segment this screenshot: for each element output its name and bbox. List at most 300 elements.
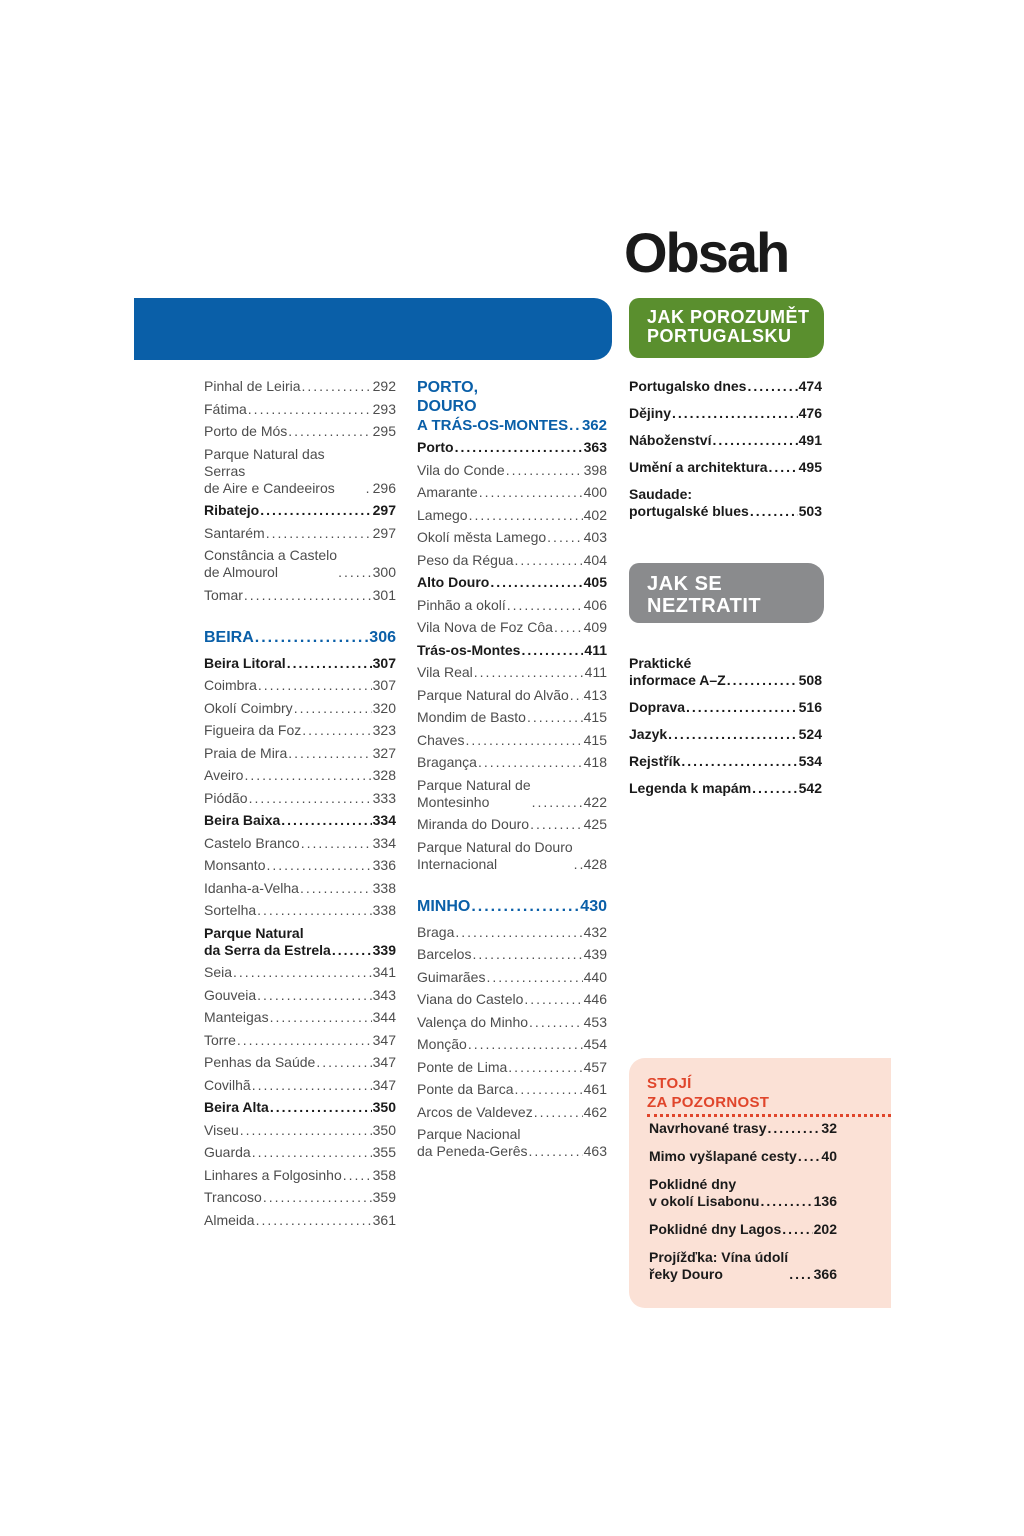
toc-entry-page: 293 <box>372 400 396 417</box>
toc-entry-label: Vila Nova de Foz Côa <box>417 619 553 635</box>
dotted-divider <box>647 1114 891 1117</box>
toc-entry-page: 296 <box>372 479 396 496</box>
toc-entry-label: Porto <box>417 439 454 455</box>
leader-dots <box>750 503 798 520</box>
toc-entry-page: 333 <box>372 789 396 806</box>
leader-dots <box>249 790 372 807</box>
toc-entry[interactable] <box>417 969 607 986</box>
leader-dots <box>474 664 584 681</box>
toc-entry-label: Mimo vyšlapané cesty <box>649 1148 797 1164</box>
toc-entry-page: 491 <box>798 432 822 448</box>
leader-dots <box>252 1144 372 1161</box>
toc-entry[interactable] <box>417 732 607 749</box>
toc-entry[interactable] <box>629 459 822 476</box>
leader-dots <box>233 964 372 981</box>
leader-dots <box>789 1266 812 1283</box>
toc-entry-label: Trás-os-Montes <box>417 641 521 658</box>
toc-entry-page: 301 <box>372 586 396 603</box>
toc-entry-page: 398 <box>583 461 607 478</box>
toc-entry[interactable] <box>204 1077 396 1094</box>
toc-entry-label: Gouveia <box>204 986 257 1003</box>
toc-entry-label: Figueira da Foz <box>204 722 302 738</box>
toc-entry[interactable] <box>629 486 822 520</box>
leader-dots <box>672 405 798 422</box>
leader-dots <box>515 552 583 569</box>
toc-entry-label: Lamego <box>417 506 468 523</box>
toc-entry[interactable] <box>204 1189 396 1206</box>
toc-entry[interactable] <box>204 401 396 418</box>
leader-dots <box>547 529 582 546</box>
leader-dots <box>366 480 372 497</box>
toc-entry-label: Chaves <box>417 731 465 748</box>
leader-dots <box>266 857 371 874</box>
toc-entry-label: Constância a Castelo de Almourol <box>204 547 338 580</box>
leader-dots <box>252 1077 372 1094</box>
toc-entry[interactable] <box>417 1014 607 1031</box>
toc-entry-label: Beira Baixa <box>204 812 281 828</box>
leader-dots <box>570 687 583 704</box>
toc-entry[interactable] <box>204 790 396 807</box>
toc-entry-label: Legenda k mapám <box>629 780 752 796</box>
toc-entry-page: 411 <box>584 664 607 680</box>
toc-entry-label: Sortelha <box>204 902 257 918</box>
pill-understand-portugal[interactable]: JAK POROZUMĚT PORTUGALSKU <box>629 298 824 358</box>
toc-entry-label: Monção <box>417 1036 467 1052</box>
leader-dots <box>248 401 372 418</box>
section-heading-porto[interactable]: PORTO, DOURO A TRÁS-OS-MONTES ..... 362 <box>417 378 607 435</box>
toc-entry[interactable] <box>629 753 822 770</box>
leader-dots <box>769 459 798 476</box>
toc-entry[interactable] <box>204 745 396 762</box>
toc-entry-page: 405 <box>583 574 607 590</box>
toc-entry[interactable] <box>417 484 607 501</box>
toc-entry-page: 495 <box>798 459 822 475</box>
toc-entry-label: Pinhal de Leiria <box>204 378 301 394</box>
toc-entry-page: 463 <box>583 1143 607 1159</box>
toc-entry-label: Viseu <box>204 1121 239 1138</box>
toc-entry-label: Jazyk <box>629 726 668 742</box>
toc-entry[interactable] <box>417 991 607 1008</box>
leader-dots <box>256 1212 372 1229</box>
toc-entry[interactable] <box>417 687 607 704</box>
toc-column-1 <box>204 378 396 1234</box>
toc-entry-page: 339 <box>372 941 396 958</box>
toc-entry[interactable] <box>204 1032 396 1049</box>
leader-dots <box>244 767 371 784</box>
toc-entry[interactable] <box>417 1126 607 1160</box>
toc-entry[interactable] <box>629 405 822 422</box>
toc-entry-label: Beira Alta <box>204 1099 269 1115</box>
toc-entry-page: 432 <box>583 923 607 940</box>
toc-entry-page: 453 <box>583 1013 607 1030</box>
toc-entry[interactable] <box>417 552 607 569</box>
toc-entry[interactable] <box>204 1212 396 1229</box>
toc-entry-page: 297 <box>372 502 396 518</box>
leader-dots <box>258 677 372 694</box>
toc-entry-page: 516 <box>798 699 822 715</box>
toc-entry-page: 534 <box>798 753 822 769</box>
toc-entry-label: Braga <box>417 923 455 940</box>
toc-entry-label: Miranda do Douro <box>417 816 530 832</box>
toc-entry-label: Viana do Castelo <box>417 991 524 1007</box>
toc-entry-page: 403 <box>583 529 607 545</box>
leader-dots <box>530 816 583 833</box>
toc-entry-page: 542 <box>798 780 822 796</box>
toc-entry[interactable] <box>629 699 822 716</box>
leader-dots <box>532 794 583 811</box>
toc-entry[interactable] <box>204 964 396 981</box>
leader-dots <box>782 1221 812 1238</box>
toc-entry-label: Vila Real <box>417 664 473 680</box>
toc-entry-page: 347 <box>372 1054 396 1070</box>
leader-dots <box>260 502 371 519</box>
toc-entry[interactable] <box>204 587 396 604</box>
leader-dots <box>343 1167 372 1184</box>
toc-entry[interactable] <box>417 642 607 659</box>
toc-entry[interactable] <box>204 1054 396 1071</box>
toc-entry[interactable] <box>204 812 396 829</box>
leader-dots <box>508 1059 582 1076</box>
leader-dots <box>257 987 371 1004</box>
toc-entry[interactable] <box>629 655 822 689</box>
section-heading-minho[interactable]: MINHO ..... 430 <box>417 897 607 916</box>
toc-entry[interactable] <box>629 726 822 743</box>
toc-entry-page: 328 <box>372 767 396 783</box>
toc-entry[interactable] <box>417 816 607 833</box>
toc-entry-label: Tomar <box>204 586 243 603</box>
toc-entry-label: Monsanto <box>204 857 266 873</box>
toc-list-beira <box>204 655 396 1229</box>
toc-entry-label: Vila do Conde <box>417 461 505 478</box>
toc-entry-page: 474 <box>798 378 822 394</box>
toc-entry-label: Guarda <box>204 1144 251 1160</box>
leader-dots <box>574 856 583 873</box>
leader-dots <box>302 378 372 395</box>
leader-dots <box>534 1104 583 1121</box>
toc-entry-page: 307 <box>372 677 396 693</box>
toc-entry[interactable] <box>204 446 396 497</box>
toc-entry[interactable] <box>204 902 396 919</box>
toc-entry-label: Pinhão a okolí <box>417 596 506 613</box>
toc-entry-page: 413 <box>583 686 607 703</box>
leader-dots <box>288 745 371 762</box>
toc-entry[interactable] <box>204 1167 396 1184</box>
toc-entry-label: Trancoso <box>204 1189 262 1205</box>
toc-entry[interactable] <box>204 1144 396 1161</box>
toc-entry-label: Penhas da Saúde <box>204 1054 316 1070</box>
toc-entry[interactable] <box>649 1148 837 1165</box>
toc-column-3b <box>629 655 822 807</box>
toc-entry[interactable] <box>204 767 396 784</box>
toc-list-understand <box>629 378 822 520</box>
toc-entry-page: 350 <box>372 1099 396 1115</box>
toc-entry-page: 136 <box>813 1193 837 1209</box>
toc-entry-label: Mondim de Basto <box>417 709 526 725</box>
toc-entry[interactable] <box>204 857 396 874</box>
toc-entry[interactable] <box>649 1120 837 1137</box>
toc-entry-label: Fátima <box>204 400 247 417</box>
toc-entry[interactable] <box>417 946 607 963</box>
toc-entry[interactable] <box>204 378 396 395</box>
toc-entry[interactable] <box>204 677 396 694</box>
toc-entry-label: Navrhované trasy <box>649 1120 767 1136</box>
leader-dots <box>281 812 371 829</box>
leader-dots <box>472 946 582 963</box>
toc-entry[interactable] <box>204 1099 396 1116</box>
leader-dots <box>270 1009 372 1026</box>
toc-entry-page: 344 <box>372 1009 396 1025</box>
page-title: Obsah <box>624 221 789 284</box>
leader-dots <box>479 484 583 501</box>
leader-dots <box>768 1120 821 1137</box>
toc-entry[interactable] <box>417 619 607 636</box>
leader-dots <box>752 780 797 797</box>
toc-entry[interactable] <box>204 423 396 440</box>
toc-entry[interactable] <box>629 780 822 797</box>
leader-dots <box>287 655 372 672</box>
toc-entry[interactable] <box>204 880 396 897</box>
highlights-heading: STOJÍ ZA POZORNOST <box>647 1075 770 1111</box>
toc-entry-label: Linhares a Folgosinho <box>204 1166 342 1183</box>
toc-entry[interactable] <box>629 378 822 395</box>
toc-list-minho <box>417 924 607 1161</box>
leader-dots <box>668 726 797 743</box>
toc-list-survival <box>629 655 822 797</box>
toc-entry-page: 361 <box>372 1211 396 1228</box>
leader-dots <box>527 709 583 726</box>
toc-entry-page: 334 <box>372 812 396 828</box>
toc-entry-page: 202 <box>813 1221 837 1237</box>
toc-entry[interactable] <box>417 529 607 546</box>
toc-entry[interactable] <box>417 777 607 811</box>
toc-entry-page: 40 <box>821 1148 837 1164</box>
toc-entry-page: 336 <box>372 857 396 873</box>
toc-entry-label: Arcos de Valdevez <box>417 1103 533 1120</box>
leader-dots <box>798 1148 821 1165</box>
toc-entry-label: Praia de Mira <box>204 744 288 761</box>
leader-dots <box>747 378 797 395</box>
toc-entry-label: Parque Natural do Alvão <box>417 686 569 703</box>
toc-entry[interactable] <box>204 1122 396 1139</box>
toc-entry-page: 406 <box>583 596 607 613</box>
toc-entry[interactable] <box>417 1104 607 1121</box>
toc-entry-label: Barcelos <box>417 946 472 962</box>
toc-list-porto <box>417 439 607 873</box>
toc-entry[interactable] <box>204 1009 396 1026</box>
toc-entry-label: Amarante <box>417 484 478 500</box>
toc-entry-label: Guimarães <box>417 968 486 985</box>
leader-dots <box>240 1122 372 1139</box>
toc-entry-page: 300 <box>372 564 396 580</box>
blue-header-bar <box>134 298 612 360</box>
toc-entry-label: Doprava <box>629 699 686 715</box>
toc-entry-page: 358 <box>372 1166 396 1183</box>
toc-entry-label: Projížďka: Vína údolí řeky Douro <box>649 1249 789 1282</box>
toc-entry-page: 422 <box>583 793 607 810</box>
leader-dots <box>237 1032 372 1049</box>
toc-entry-label: Almeida <box>204 1211 255 1228</box>
toc-entry[interactable] <box>417 1036 607 1053</box>
toc-entry-page: 404 <box>583 551 607 568</box>
toc-entry-label: Ponte da Barca <box>417 1081 514 1097</box>
leader-dots <box>554 619 583 636</box>
toc-entry[interactable] <box>204 502 396 519</box>
leader-dots <box>266 525 372 542</box>
toc-entry-label: Idanha-a-Velha <box>204 879 299 896</box>
toc-entry-label: Seia <box>204 964 233 980</box>
leader-dots <box>469 507 583 524</box>
toc-entry[interactable] <box>649 1249 837 1283</box>
toc-entry-label: Ponte de Lima <box>417 1058 508 1075</box>
toc-entry[interactable] <box>417 664 607 681</box>
toc-entry-label: Umění a architektura <box>629 459 768 475</box>
toc-entry[interactable] <box>417 1059 607 1076</box>
toc-entry[interactable] <box>417 709 607 726</box>
toc-entry[interactable] <box>417 597 607 614</box>
toc-list-ribatejo <box>204 378 396 604</box>
toc-entry-page: 411 <box>584 641 607 658</box>
leader-dots <box>478 754 583 771</box>
toc-entry-page: 400 <box>583 484 607 500</box>
toc-entry-page: 409 <box>583 619 607 635</box>
toc-entry-label: Okolí Coimbry <box>204 699 293 716</box>
toc-entry-label: Rejstřík <box>629 753 681 769</box>
toc-entry-page: 415 <box>583 709 607 725</box>
toc-entry-page: 297 <box>372 524 396 541</box>
leader-dots <box>338 564 372 581</box>
toc-entry-label: Parque Natural da Serra da Estrela <box>204 924 331 958</box>
toc-entry-label: Manteigas <box>204 1009 269 1025</box>
leader-dots <box>506 462 583 479</box>
toc-entry-label: Peso da Régua <box>417 551 514 568</box>
toc-entry-page: 292 <box>372 378 396 394</box>
section-heading-beira[interactable]: BEIRA ..... 306 <box>204 628 396 647</box>
toc-entry-page: 508 <box>798 672 822 688</box>
toc-entry[interactable] <box>204 547 396 581</box>
toc-entry-label: Bragança <box>417 754 477 770</box>
toc-entry[interactable] <box>204 655 396 672</box>
toc-entry-page: 503 <box>798 503 822 519</box>
leader-dots <box>712 432 797 449</box>
toc-entry-label: Covilhã <box>204 1076 251 1093</box>
toc-entry-page: 327 <box>372 744 396 761</box>
toc-entry[interactable] <box>417 924 607 941</box>
leader-dots <box>524 991 582 1008</box>
pill-survival-guide[interactable]: JAK SE NEZTRATIT <box>629 563 824 623</box>
leader-dots <box>521 642 583 659</box>
toc-entry[interactable] <box>204 987 396 1004</box>
leader-dots <box>515 1081 583 1098</box>
toc-entry-page: 295 <box>372 423 396 439</box>
toc-entry[interactable] <box>204 925 396 959</box>
toc-entry-label: Náboženství <box>629 432 712 448</box>
leader-dots <box>465 732 582 749</box>
toc-entry[interactable] <box>417 507 607 524</box>
leader-dots <box>760 1193 812 1210</box>
toc-entry[interactable] <box>417 439 607 456</box>
toc-entry-page: 341 <box>372 964 396 980</box>
toc-entry-label: Praktické informace A–Z <box>629 655 726 688</box>
leader-dots <box>332 942 372 959</box>
toc-entry[interactable] <box>417 574 607 591</box>
leader-dots <box>263 1189 372 1206</box>
leader-dots <box>529 1143 583 1160</box>
toc-column-2 <box>417 378 607 1166</box>
toc-entry-label: Parque Natural de Montesinho <box>417 776 531 810</box>
toc-entry[interactable] <box>417 462 607 479</box>
toc-entry-page: 418 <box>583 754 607 770</box>
toc-entry-page: 363 <box>583 439 607 455</box>
leader-dots <box>270 1099 372 1116</box>
toc-entry-page: 320 <box>372 699 396 716</box>
toc-entry-label: Portugalsko dnes <box>629 378 747 394</box>
toc-entry-label: Alto Douro <box>417 574 490 590</box>
toc-entry-label: Aveiro <box>204 767 244 783</box>
toc-entry[interactable] <box>629 432 822 449</box>
toc-entry-page: 462 <box>583 1103 607 1120</box>
toc-entry-page: 338 <box>372 902 396 918</box>
toc-entry[interactable] <box>204 525 396 542</box>
toc-entry[interactable] <box>417 754 607 771</box>
toc-entry-label: Okolí města Lamego <box>417 529 547 545</box>
leader-dots <box>301 835 372 852</box>
toc-entry-page: 323 <box>372 722 396 738</box>
toc-entry[interactable] <box>204 835 396 852</box>
toc-entry-page: 347 <box>372 1076 396 1093</box>
leader-dots <box>302 722 371 739</box>
toc-column-3 <box>629 378 822 530</box>
toc-entry[interactable] <box>204 700 396 717</box>
toc-entry-page: 446 <box>583 991 607 1007</box>
toc-entry-page: 402 <box>583 506 607 523</box>
toc-entry-label: Ribatejo <box>204 502 260 518</box>
toc-entry-page: 454 <box>583 1036 607 1052</box>
toc-entry-page: 476 <box>798 405 822 421</box>
toc-entry-page: 428 <box>583 855 607 872</box>
toc-entry[interactable] <box>649 1221 837 1238</box>
toc-entry[interactable] <box>204 722 396 739</box>
leader-dots <box>300 880 372 897</box>
toc-entry-label: Dějiny <box>629 405 672 421</box>
leader-dots <box>490 574 582 591</box>
toc-entry-page: 524 <box>798 726 822 742</box>
leader-dots <box>468 1036 583 1053</box>
toc-entry-page: 461 <box>583 1081 607 1097</box>
toc-entry-label: Piódão <box>204 789 248 806</box>
leader-dots <box>316 1054 371 1071</box>
leader-dots <box>686 699 798 716</box>
toc-entry-page: 307 <box>372 654 396 671</box>
toc-entry-page: 359 <box>372 1189 396 1205</box>
leader-dots <box>455 924 582 941</box>
toc-entry-page: 347 <box>372 1031 396 1048</box>
toc-entry[interactable] <box>417 1081 607 1098</box>
toc-entry-page: 425 <box>583 816 607 832</box>
leader-dots <box>727 672 798 689</box>
leader-dots <box>486 969 582 986</box>
toc-entry-page: 366 <box>813 1266 837 1282</box>
leader-dots <box>529 1014 583 1031</box>
toc-entry[interactable] <box>417 839 607 873</box>
toc-entry-page: 457 <box>583 1058 607 1075</box>
toc-entry-page: 343 <box>372 986 396 1003</box>
toc-entry-label: Valença do Minho <box>417 1013 529 1030</box>
toc-entry-label: Parque Nacional da Peneda-Gerês <box>417 1126 528 1159</box>
toc-entry[interactable] <box>649 1176 837 1210</box>
highlights-list <box>649 1120 837 1294</box>
toc-entry-label: Santarém <box>204 524 265 541</box>
toc-entry-page: 338 <box>372 879 396 896</box>
